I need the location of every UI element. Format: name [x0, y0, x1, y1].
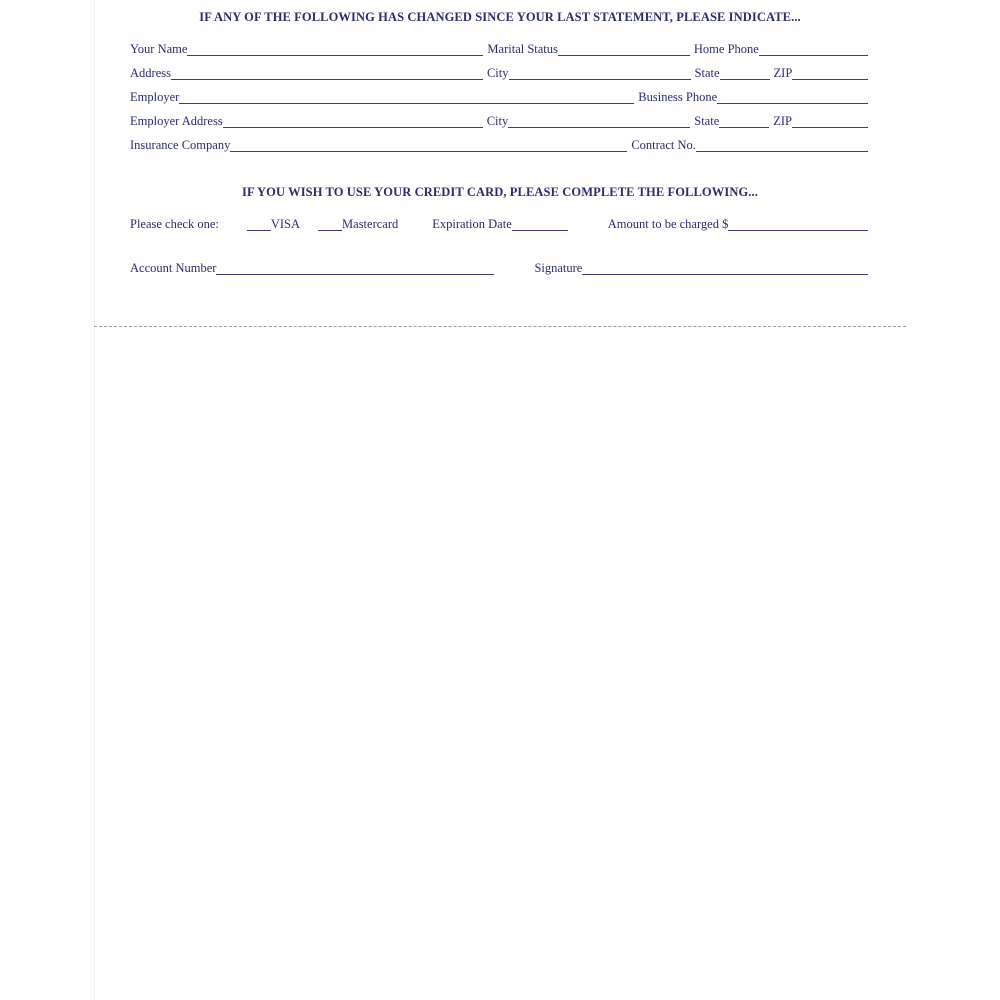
- expiration-date-field[interactable]: [512, 219, 568, 231]
- your-name-label: Your Name: [130, 42, 188, 56]
- address-label: Address: [130, 66, 171, 80]
- employer-state-field[interactable]: [719, 116, 769, 128]
- row-employer-address: [130, 114, 868, 128]
- changes-heading: IF ANY OF THE FOLLOWING HAS CHANGED SINCE YOUR LAST STATEMENT, PLEASE INDICATE...: [199, 10, 801, 24]
- row-insurance: [130, 138, 868, 152]
- insurance-company-label: Insurance Company: [130, 138, 231, 152]
- credit-card-heading: IF YOU WISH TO USE YOUR CREDIT CARD, PLEASE COMPLETE THE FOLLOWING...: [242, 185, 758, 199]
- row-address: [130, 66, 868, 80]
- marital-status-field[interactable]: [558, 44, 690, 56]
- contract-no-field[interactable]: [696, 140, 868, 152]
- home-phone-field[interactable]: [759, 44, 868, 56]
- business-phone-label: Business Phone: [638, 90, 718, 104]
- home-phone-label: Home Phone: [693, 42, 759, 56]
- row-account: [130, 261, 868, 275]
- state-label: State: [694, 66, 720, 80]
- employer-state-label: State: [694, 114, 720, 128]
- signature-label: Signature: [534, 261, 583, 275]
- expiration-date-label: Expiration Date: [432, 217, 512, 231]
- employer-label: Employer: [130, 90, 180, 104]
- city-label: City: [486, 66, 509, 80]
- amount-charged-field[interactable]: [728, 219, 868, 231]
- row-card-type: [130, 217, 868, 231]
- account-number-label: Account Number: [130, 261, 217, 275]
- employer-address-field[interactable]: [223, 116, 483, 128]
- city-field[interactable]: [509, 68, 691, 80]
- state-field[interactable]: [720, 68, 770, 80]
- account-number-field[interactable]: [216, 263, 494, 275]
- employer-city-field[interactable]: [508, 116, 690, 128]
- address-field[interactable]: [171, 68, 483, 80]
- visa-checkbox[interactable]: [247, 219, 271, 231]
- row-name: [130, 42, 868, 56]
- employer-city-label: City: [486, 114, 509, 128]
- check-one-label: Please check one:: [130, 217, 219, 231]
- your-name-field[interactable]: [187, 44, 483, 56]
- contract-no-label: Contract No.: [631, 138, 696, 152]
- zip-field[interactable]: [792, 68, 868, 80]
- insurance-company-field[interactable]: [230, 140, 627, 152]
- visa-label: VISA: [270, 217, 301, 231]
- signature-field[interactable]: [582, 263, 868, 275]
- mastercard-checkbox[interactable]: [318, 219, 342, 231]
- perforation-line: [94, 326, 906, 327]
- marital-status-label: Marital Status: [487, 42, 558, 56]
- row-employer: [130, 90, 868, 104]
- mastercard-label: Mastercard: [342, 217, 399, 231]
- employer-field[interactable]: [179, 92, 634, 104]
- employer-zip-label: ZIP: [773, 114, 792, 128]
- employer-address-label: Employer Address: [130, 114, 223, 128]
- employer-zip-field[interactable]: [792, 116, 868, 128]
- amount-charged-label: Amount to be charged $: [607, 217, 729, 231]
- zip-label: ZIP: [773, 66, 793, 80]
- business-phone-field[interactable]: [717, 92, 868, 104]
